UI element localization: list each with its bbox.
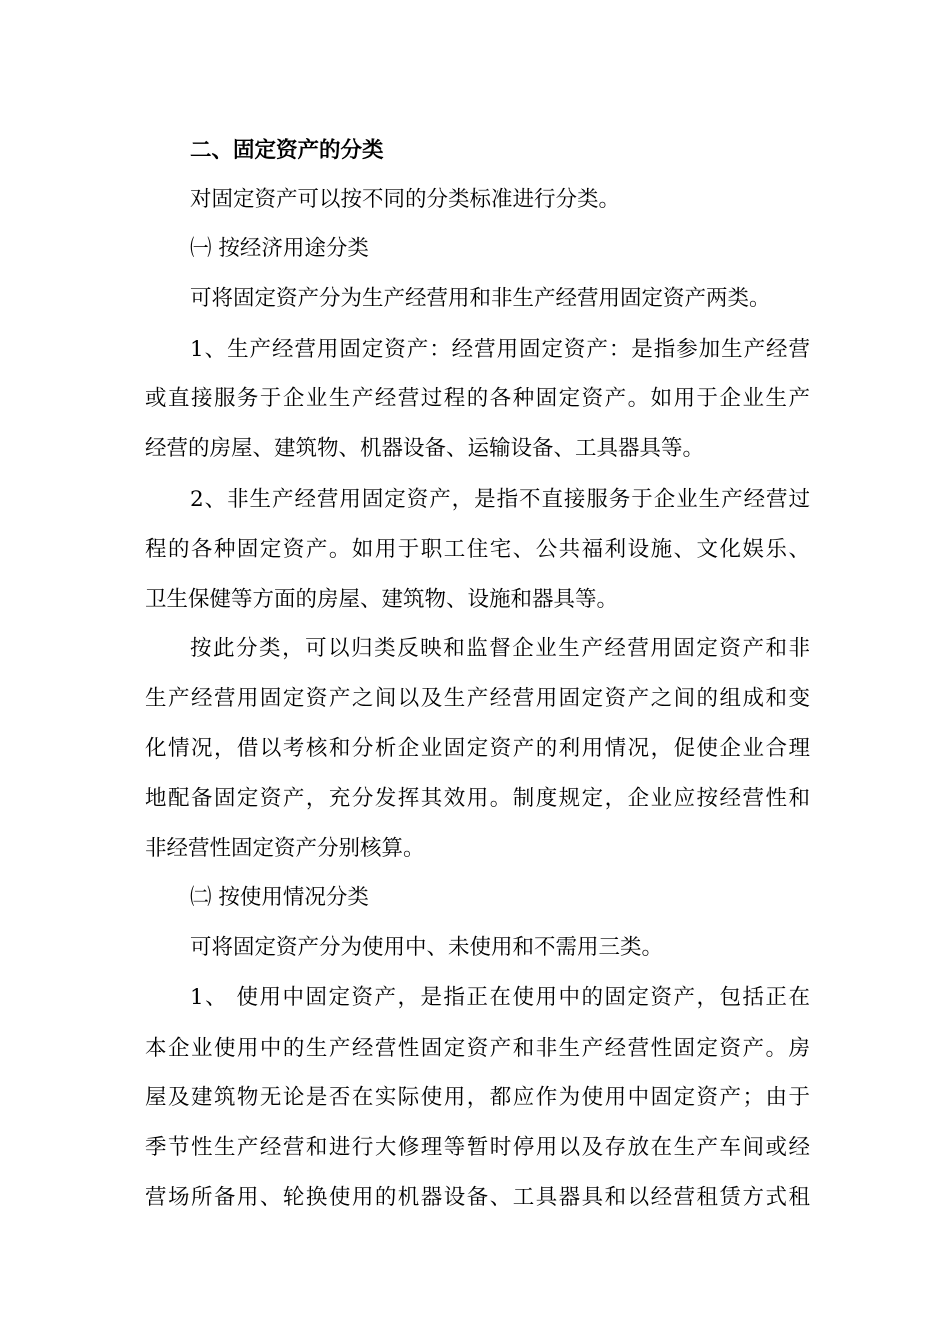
paragraph-line: 非经营性固定资产分别核算。 xyxy=(145,836,425,861)
paragraph-line: 2、非生产经营用固定资产，是指不直接服务于企业生产经营过 xyxy=(190,487,810,512)
paragraph-line: 程的各种固定资产。如用于职工住宅、公共福利设施、文化娱乐、 xyxy=(145,537,810,562)
section-heading: 二、固定资产的分类 xyxy=(190,138,384,163)
paragraph-line: 卫生保健等方面的房屋、建筑物、设施和器具等。 xyxy=(145,587,619,612)
paragraph-line: 地配备固定资产，充分发挥其效用。制度规定，企业应按经营性和 xyxy=(145,786,810,811)
paragraph-line: 可将固定资产分为使用中、未使用和不需用三类。 xyxy=(190,935,664,960)
subsection-heading: ㈡ 按使用情况分类 xyxy=(190,885,369,910)
subsection-heading: ㈠ 按经济用途分类 xyxy=(190,236,369,261)
paragraph-line: 1、 使用中固定资产，是指正在使用中的固定资产，包括正在 xyxy=(190,985,810,1010)
paragraph-line: 经营的房屋、建筑物、机器设备、运输设备、工具器具等。 xyxy=(145,436,705,461)
paragraph-line: 1、生产经营用固定资产：经营用固定资产：是指参加生产经营 xyxy=(190,337,810,362)
paragraph-line: 屋及建筑物无论是否在实际使用，都应作为使用中固定资产；由于 xyxy=(145,1085,810,1110)
paragraph-line: 对固定资产可以按不同的分类标准进行分类。 xyxy=(190,187,621,212)
paragraph-line: 营场所备用、轮换使用的机器设备、工具器具和以经营租赁方式租 xyxy=(145,1185,810,1210)
paragraph-line: 生产经营用固定资产之间以及生产经营用固定资产之间的组成和变 xyxy=(145,686,810,711)
paragraph-line: 可将固定资产分为生产经营用和非生产经营用固定资产两类。 xyxy=(190,286,771,311)
paragraph-line: 或直接服务于企业生产经营过程的各种固定资产。如用于企业生产 xyxy=(145,386,810,411)
paragraph-line: 按此分类，可以归类反映和监督企业生产经营用固定资产和非 xyxy=(190,636,810,661)
paragraph-line: 季节性生产经营和进行大修理等暂时停用以及存放在生产车间或经 xyxy=(145,1135,810,1160)
paragraph-line: 本企业使用中的生产经营性固定资产和非生产经营性固定资产。房 xyxy=(145,1036,810,1061)
paragraph-line: 化情况，借以考核和分析企业固定资产的利用情况，促使企业合理 xyxy=(145,736,810,761)
